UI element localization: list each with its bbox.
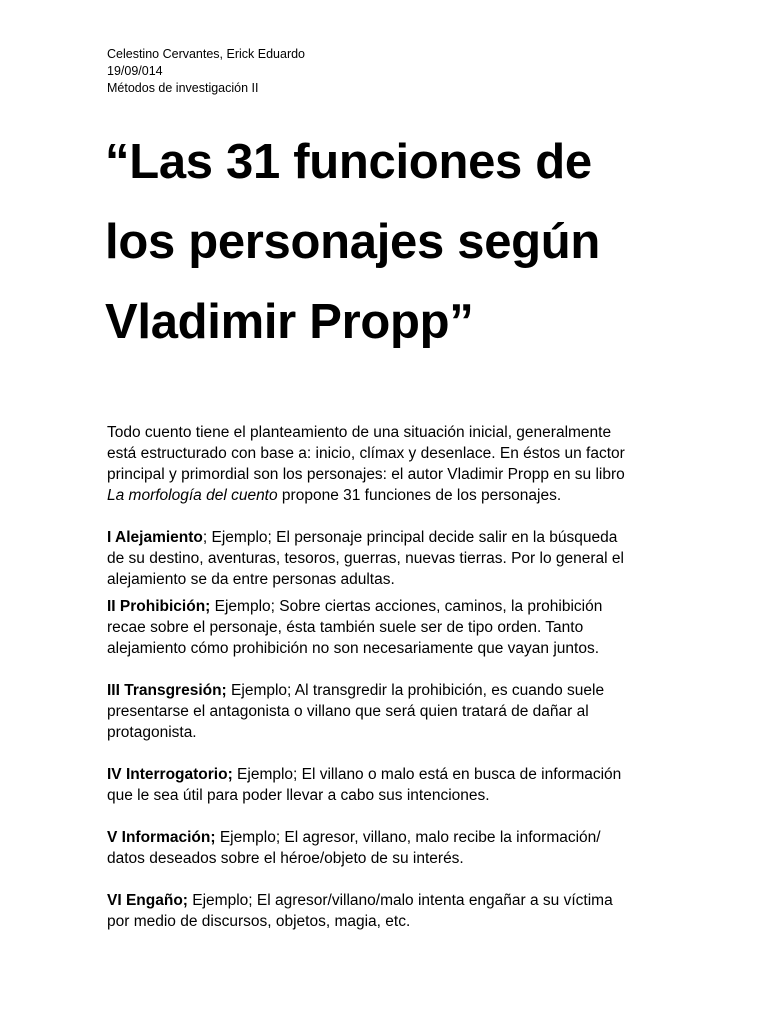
function-text: datos deseados sobre el héroe/objeto de su interés. bbox=[107, 850, 464, 867]
function-text: Ejemplo; El agresor, villano, malo recibe la información/ bbox=[215, 829, 601, 846]
function-text: Ejemplo; Sobre ciertas acciones, caminos, la prohibición bbox=[210, 598, 603, 615]
function-paragraph bbox=[107, 596, 667, 659]
function-name: III Transgresión; bbox=[107, 682, 227, 699]
function-name: I Alejamiento bbox=[107, 529, 203, 546]
function-name: V Información; bbox=[107, 829, 216, 846]
function-paragraph bbox=[107, 680, 667, 743]
document-header bbox=[107, 46, 305, 97]
title-line: Vladimir Propp” bbox=[105, 295, 474, 349]
function-paragraph bbox=[107, 527, 667, 590]
intro-line: principal y primordial son los personajes: el autor Vladimir Propp en su libro bbox=[107, 466, 625, 483]
intro-line: está estructurado con base a: inicio, clímax y desenlace. En éstos un factor bbox=[107, 445, 625, 462]
function-name: IV Interrogatorio; bbox=[107, 766, 233, 783]
intro-line: Todo cuento tiene el planteamiento de una situación inicial, generalmente bbox=[107, 424, 612, 441]
book-title: La morfología del cuento bbox=[107, 487, 278, 504]
function-name: VI Engaño; bbox=[107, 892, 188, 909]
document-title bbox=[105, 122, 705, 362]
function-text: Ejemplo; El agresor/villano/malo intenta engañar a su víctima bbox=[187, 892, 613, 909]
function-name: II Prohibición; bbox=[107, 598, 211, 615]
course-line: Métodos de investigación II bbox=[107, 81, 259, 95]
intro-paragraph bbox=[107, 422, 667, 506]
title-line: “Las 31 funciones de bbox=[105, 135, 592, 189]
function-paragraph bbox=[107, 890, 667, 932]
function-text: que le sea útil para poder llevar a cabo sus intenciones. bbox=[107, 787, 490, 804]
function-paragraph bbox=[107, 764, 667, 806]
intro-line bbox=[107, 485, 667, 506]
function-text: recae sobre el personaje, ésta también suele ser de tipo orden. Tanto bbox=[107, 619, 584, 636]
intro-line-rest: propone 31 funciones de los personajes. bbox=[277, 487, 562, 504]
function-text: ; Ejemplo; El personaje principal decide salir en la búsqueda bbox=[202, 529, 618, 546]
function-text: presentarse el antagonista o villano que será quien tratará de dañar al bbox=[107, 703, 589, 720]
document-body bbox=[107, 422, 667, 932]
function-text: protagonista. bbox=[107, 724, 197, 741]
date-line: 19/09/014 bbox=[107, 64, 163, 78]
function-text: alejamiento cómo prohibición no son necesariamente que vayan juntos. bbox=[107, 640, 599, 657]
function-text: alejamiento se da entre personas adultas. bbox=[107, 571, 395, 588]
function-text: Ejemplo; Al transgredir la prohibición, es cuando suele bbox=[226, 682, 605, 699]
function-text: Ejemplo; El villano o malo está en busca de información bbox=[232, 766, 622, 783]
function-text: de su destino, aventuras, tesoros, guerras, nuevas tierras. Por lo general el bbox=[107, 550, 624, 567]
author-line: Celestino Cervantes, Erick Eduardo bbox=[107, 47, 306, 61]
function-paragraph bbox=[107, 827, 667, 869]
function-text: por medio de discursos, objetos, magia, etc. bbox=[107, 913, 411, 930]
title-line: los personajes según bbox=[105, 215, 601, 269]
